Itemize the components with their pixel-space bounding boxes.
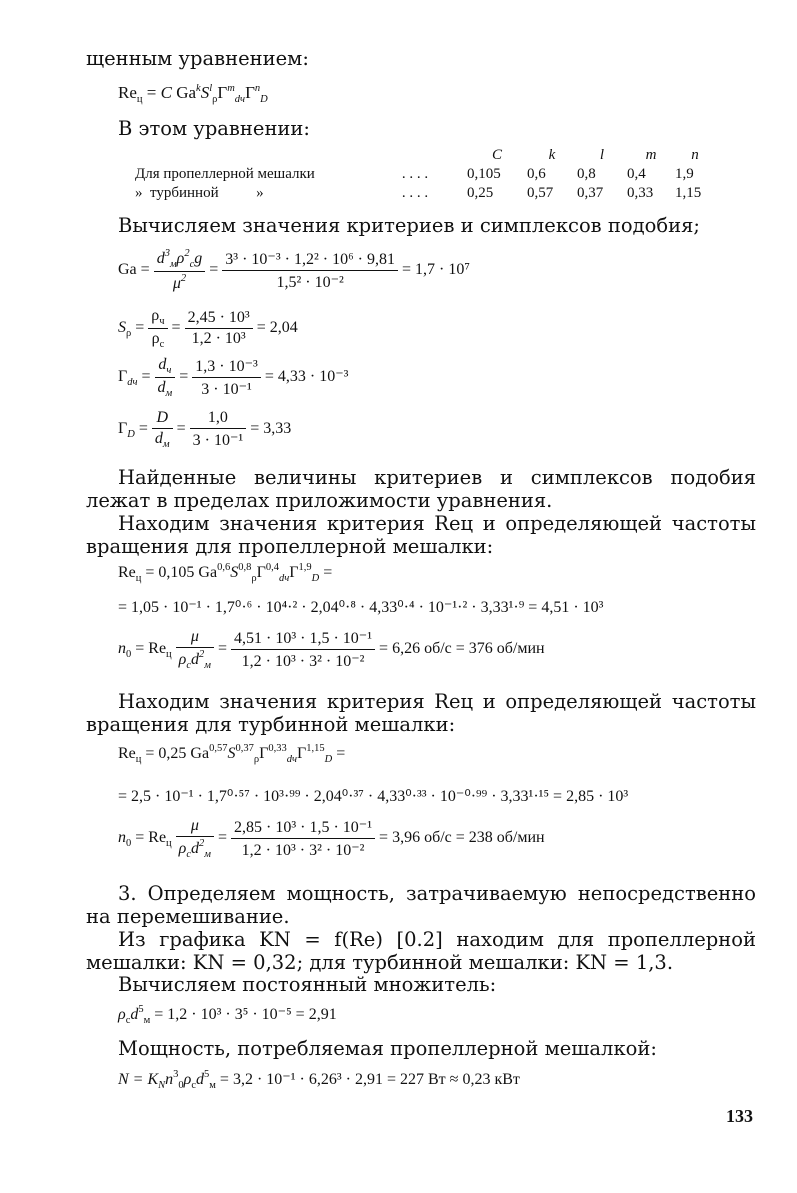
s-rho-equation: $S_\rho$ = $\frac{\rho_ч}{\rho_с}$ = $\frac{\text{2,45 · 10³}}{\text{1,2 · 10³}}$ = 2,04 bbox=[118, 307, 298, 350]
row-dots: . . . . bbox=[401, 166, 429, 182]
propeller-re-calculation: = 1,05 · 10⁻¹ · 1,7⁰·⁶ · 10⁴·² · 2,04⁰·⁸ · 4,33⁰·⁴ · 10⁻¹·² · 3,33¹·⁹ = 4,51 · 10³ bbox=[118, 599, 604, 616]
intro-line: щенным уравнением: bbox=[86, 47, 309, 70]
g-D-equation: $Г_D$ = $\frac{D}{d_м}$ = $\frac{1,0}{\text{3 · 10⁻¹}}$ = 3,33 bbox=[118, 409, 292, 450]
paragraph-propeller: Находим значения критерия Reц и определяющей частоты вращения для пропеллерной мешалки: bbox=[86, 512, 756, 558]
table-row bbox=[135, 165, 715, 184]
page-number: 133 bbox=[726, 1106, 753, 1126]
cell-value: 0,57 bbox=[527, 185, 554, 201]
cell-value: 0,8 bbox=[577, 166, 596, 182]
col-header-n: n bbox=[691, 147, 699, 163]
g-d-equation: $Г_{dч}$ = $\frac{d_ч}{d_м}$ = $\frac{\text{1,3 · 10⁻³}}{\text{3 · 10⁻¹}}$ = 4,33 · 10⁻³ bbox=[118, 356, 349, 399]
cell-value: 0,4 bbox=[627, 166, 646, 182]
cell-value: 0,37 bbox=[577, 185, 604, 201]
cell-value: 0,33 bbox=[627, 185, 654, 201]
cell-value: 1,15 bbox=[675, 185, 702, 201]
paragraph-found-values: Найденные величины критериев и симплексов подобия лежат в пределах приложимости уравнения. bbox=[86, 466, 756, 512]
col-header-l: l bbox=[599, 147, 605, 163]
turbine-re-calculation: = 2,5 · 10⁻¹ · 1,7⁰·⁵⁷ · 10³·⁹⁹ · 2,04⁰·³⁷ · 4,33⁰·³³ · 10⁻⁰·⁹⁹ · 3,33¹·¹⁵ = 2,85 · 10³ bbox=[118, 788, 629, 805]
turbine-re-equation: $Re_ц = 0,25$ $Ga^{0,57}S^{0,37}_\rho Г^{0,33}_{dч}Г^{1,15}_D$ = bbox=[118, 743, 346, 765]
cell-value: 1,9 bbox=[675, 166, 694, 182]
col-header-k: k bbox=[548, 147, 556, 163]
paragraph-power: 3. Определяем мощность, затрачиваемую непосредственно на перемешивание. bbox=[86, 882, 756, 928]
table-header-row bbox=[135, 146, 715, 165]
turbine-frequency-equation: $n_0 = Re_ц$ $\frac{\mu}{\rho_сd^2_м}$ = $\frac{\text{2,85 · 10³ · 1,5 · 10⁻¹}}{\text{1,2 · 10³ · 3² · 10⁻²}}$ = 3,96 об/с = 238 об/мин bbox=[118, 817, 545, 860]
paragraph-graph: Из графика KN = f(Re) [0.2] находим для пропеллерной мешалки: KN = 0,32; для турбинной мешалки: KN = 1,3. bbox=[86, 928, 756, 974]
constant-equation: $\rho_сd^5_м = 1,2 \cdot 10^3 \cdot 3^5 \cdot 10^{-5} = 2,91$ bbox=[118, 1004, 337, 1026]
row-label: Для пропеллерной мешалки bbox=[135, 166, 315, 182]
propeller-re-equation: $Re_ц = 0,105$ $Ga^{0,6}S^{0,8}_\rho Г^{0,4}_{dч}Г^{1,9}_D$ = bbox=[118, 562, 333, 584]
row-label: » турбинной » bbox=[135, 185, 264, 201]
calc-heading: Вычисляем значения критериев и симплексов подобия; bbox=[118, 214, 700, 237]
row-dots: . . . . bbox=[401, 185, 429, 201]
general-equation: $Re_ц = C$ $Ga^kS^l_\rho Г^m_{dч}Г^n_D$ bbox=[118, 83, 268, 105]
coefficient-table bbox=[135, 146, 715, 203]
col-header-m: m bbox=[645, 147, 657, 163]
power-equation: $N = K_Nn^3_0\rho_сd^5_м = 3,2 \cdot 10^{-1} \cdot 6,26^3 \cdot 2,91 = 227$ Вт ≈ 0,23 кВт bbox=[118, 1069, 520, 1091]
in-equation-label: В этом уравнении: bbox=[118, 117, 311, 140]
cell-value: 0,105 bbox=[467, 166, 501, 182]
cell-value: 0,25 bbox=[467, 185, 494, 201]
col-header-c: C bbox=[491, 147, 502, 163]
cell-value: 0,6 bbox=[527, 166, 546, 182]
power-heading: Мощность, потребляемая пропеллерной мешалкой: bbox=[118, 1037, 657, 1060]
paragraph-turbine: Находим значения критерия Reц и определяющей частоты вращения для турбинной мешалки: bbox=[86, 690, 756, 736]
const-heading: Вычисляем постоянный множитель: bbox=[118, 973, 497, 996]
propeller-frequency-equation: $n_0 = Re_ц$ $\frac{\mu}{\rho_сd^2_м}$ = $\frac{\text{4,51 · 10³ · 1,5 · 10⁻¹}}{\text{1,2 · 10³ · 3² · 10⁻²}}$ = 6,26 об/с = 376 об/мин bbox=[118, 628, 545, 671]
ga-equation: Ga = $\frac{d^3_м\rho^2_сg}{\mu^2}$ = $\frac{\text{3³ · 10⁻³ · 1,2² · 10⁶ · 9,81}}{\text{1,5² · 10⁻²}}$ = 1,7 · 10⁷ bbox=[118, 248, 470, 292]
table-row bbox=[135, 184, 715, 203]
ga-numeric-fraction: $\frac{\text{3³ · 10⁻³ · 1,2² · 10⁶ · 9,81}}{\text{1,5² · 10⁻²}}$ bbox=[222, 249, 398, 292]
ga-symbolic-fraction: $\frac{d^3_м\rho^2_сg}{\mu^2}$ bbox=[154, 248, 206, 293]
